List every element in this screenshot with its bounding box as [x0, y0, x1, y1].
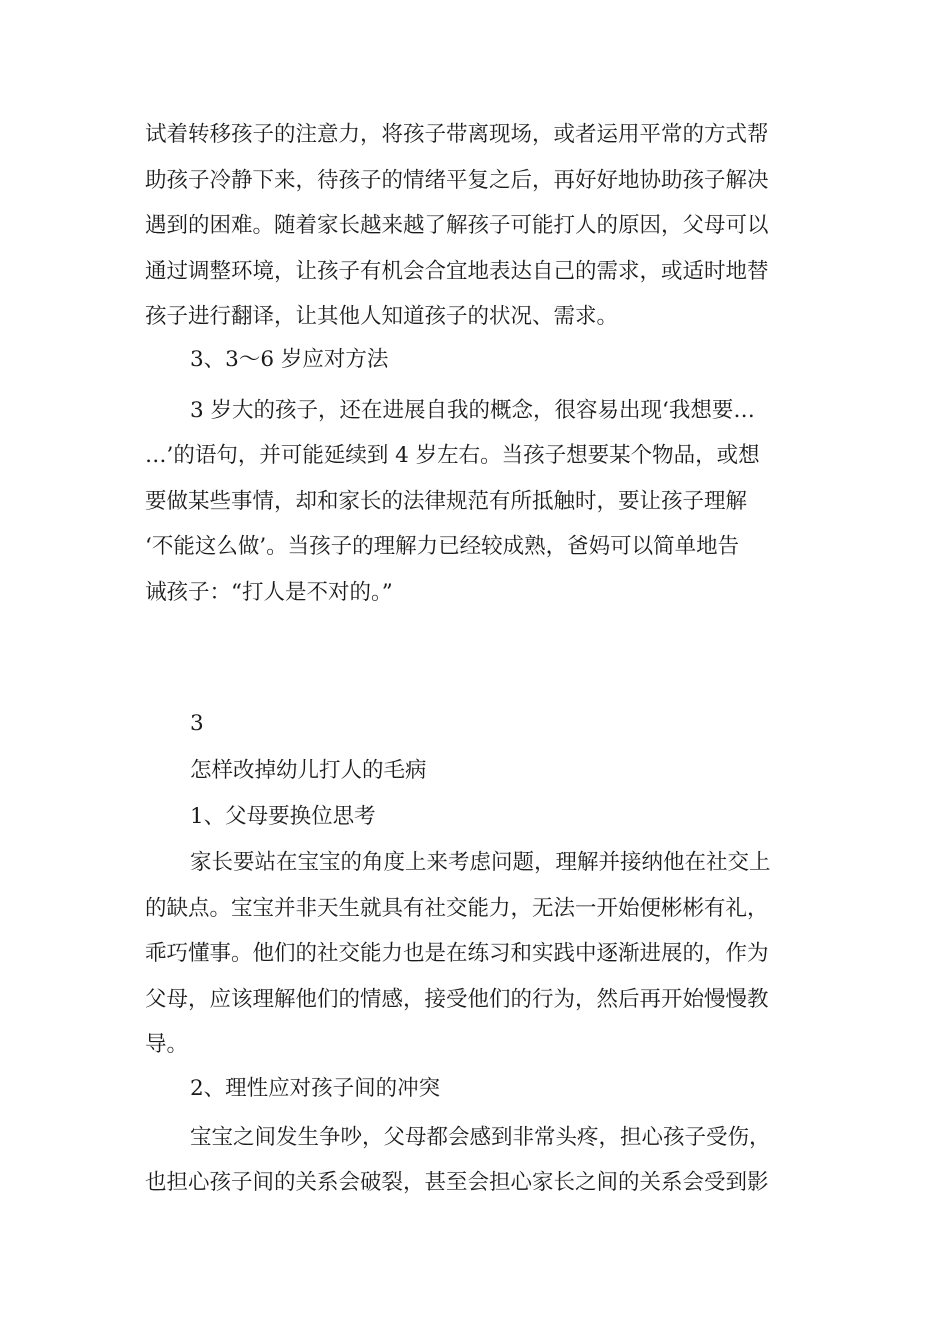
paragraph-line: 3 岁大的孩子，还在进展自我的概念，很容易出现‘我想要…: [190, 398, 755, 423]
paragraph-line: 孩子进行翻译，让其他人知道孩子的状况、需求。: [145, 304, 619, 329]
paragraph-line: 也担心孩子间的关系会破裂，甚至会担心家长之间的关系会受到影: [145, 1170, 769, 1195]
paragraph-line: ‘不能这么做’。当孩子的理解力已经较成熟，爸妈可以简单地告: [145, 534, 740, 559]
section-number: 3: [190, 711, 204, 736]
paragraph-line: …’的语句，并可能延续到 4 岁左右。当孩子想要某个物品，或想: [145, 443, 760, 468]
paragraph-line: 通过调整环境，让孩子有机会合宜地表达自己的需求，或适时地替: [145, 259, 769, 284]
paragraph-line: 遇到的困难。随着家长越来越了解孩子可能打人的原因，父母可以: [145, 213, 769, 238]
paragraph-line: 乖巧懂事。他们的社交能力也是在练习和实践中逐渐进展的，作为: [145, 941, 769, 966]
paragraph-line: 要做某些事情，却和家长的法律规范有所抵触时，要让孩子理解: [145, 489, 748, 514]
paragraph-line: 宝宝之间发生争吵，父母都会感到非常头疼，担心孩子受伤，: [190, 1125, 771, 1150]
paragraph-line: 的缺点。宝宝并非天生就具有社交能力，无法一开始便彬彬有礼，: [145, 896, 769, 921]
section-heading: 2、理性应对孩子间的冲突: [190, 1076, 441, 1101]
paragraph-line: 父母，应该理解他们的情感，接受他们的行为，然后再开始慢慢教: [145, 987, 769, 1012]
paragraph-line: 导。: [145, 1032, 189, 1057]
section-heading: 3、3～6 岁应对方法: [190, 347, 389, 372]
paragraph-line: 试着转移孩子的注意力，将孩子带离现场，或者运用平常的方式帮: [145, 122, 769, 147]
paragraph-line: 诫孩子：“打人是不对的。”: [145, 580, 393, 605]
section-title: 怎样改掉幼儿打人的毛病: [190, 758, 427, 783]
section-heading: 1、父母要换位思考: [190, 804, 376, 829]
paragraph-line: 助孩子冷静下来，待孩子的情绪平复之后，再好好地协助孩子解决: [145, 168, 769, 193]
paragraph-line: 家长要站在宝宝的角度上来考虑问题，理解并接纳他在社交上: [190, 850, 771, 875]
